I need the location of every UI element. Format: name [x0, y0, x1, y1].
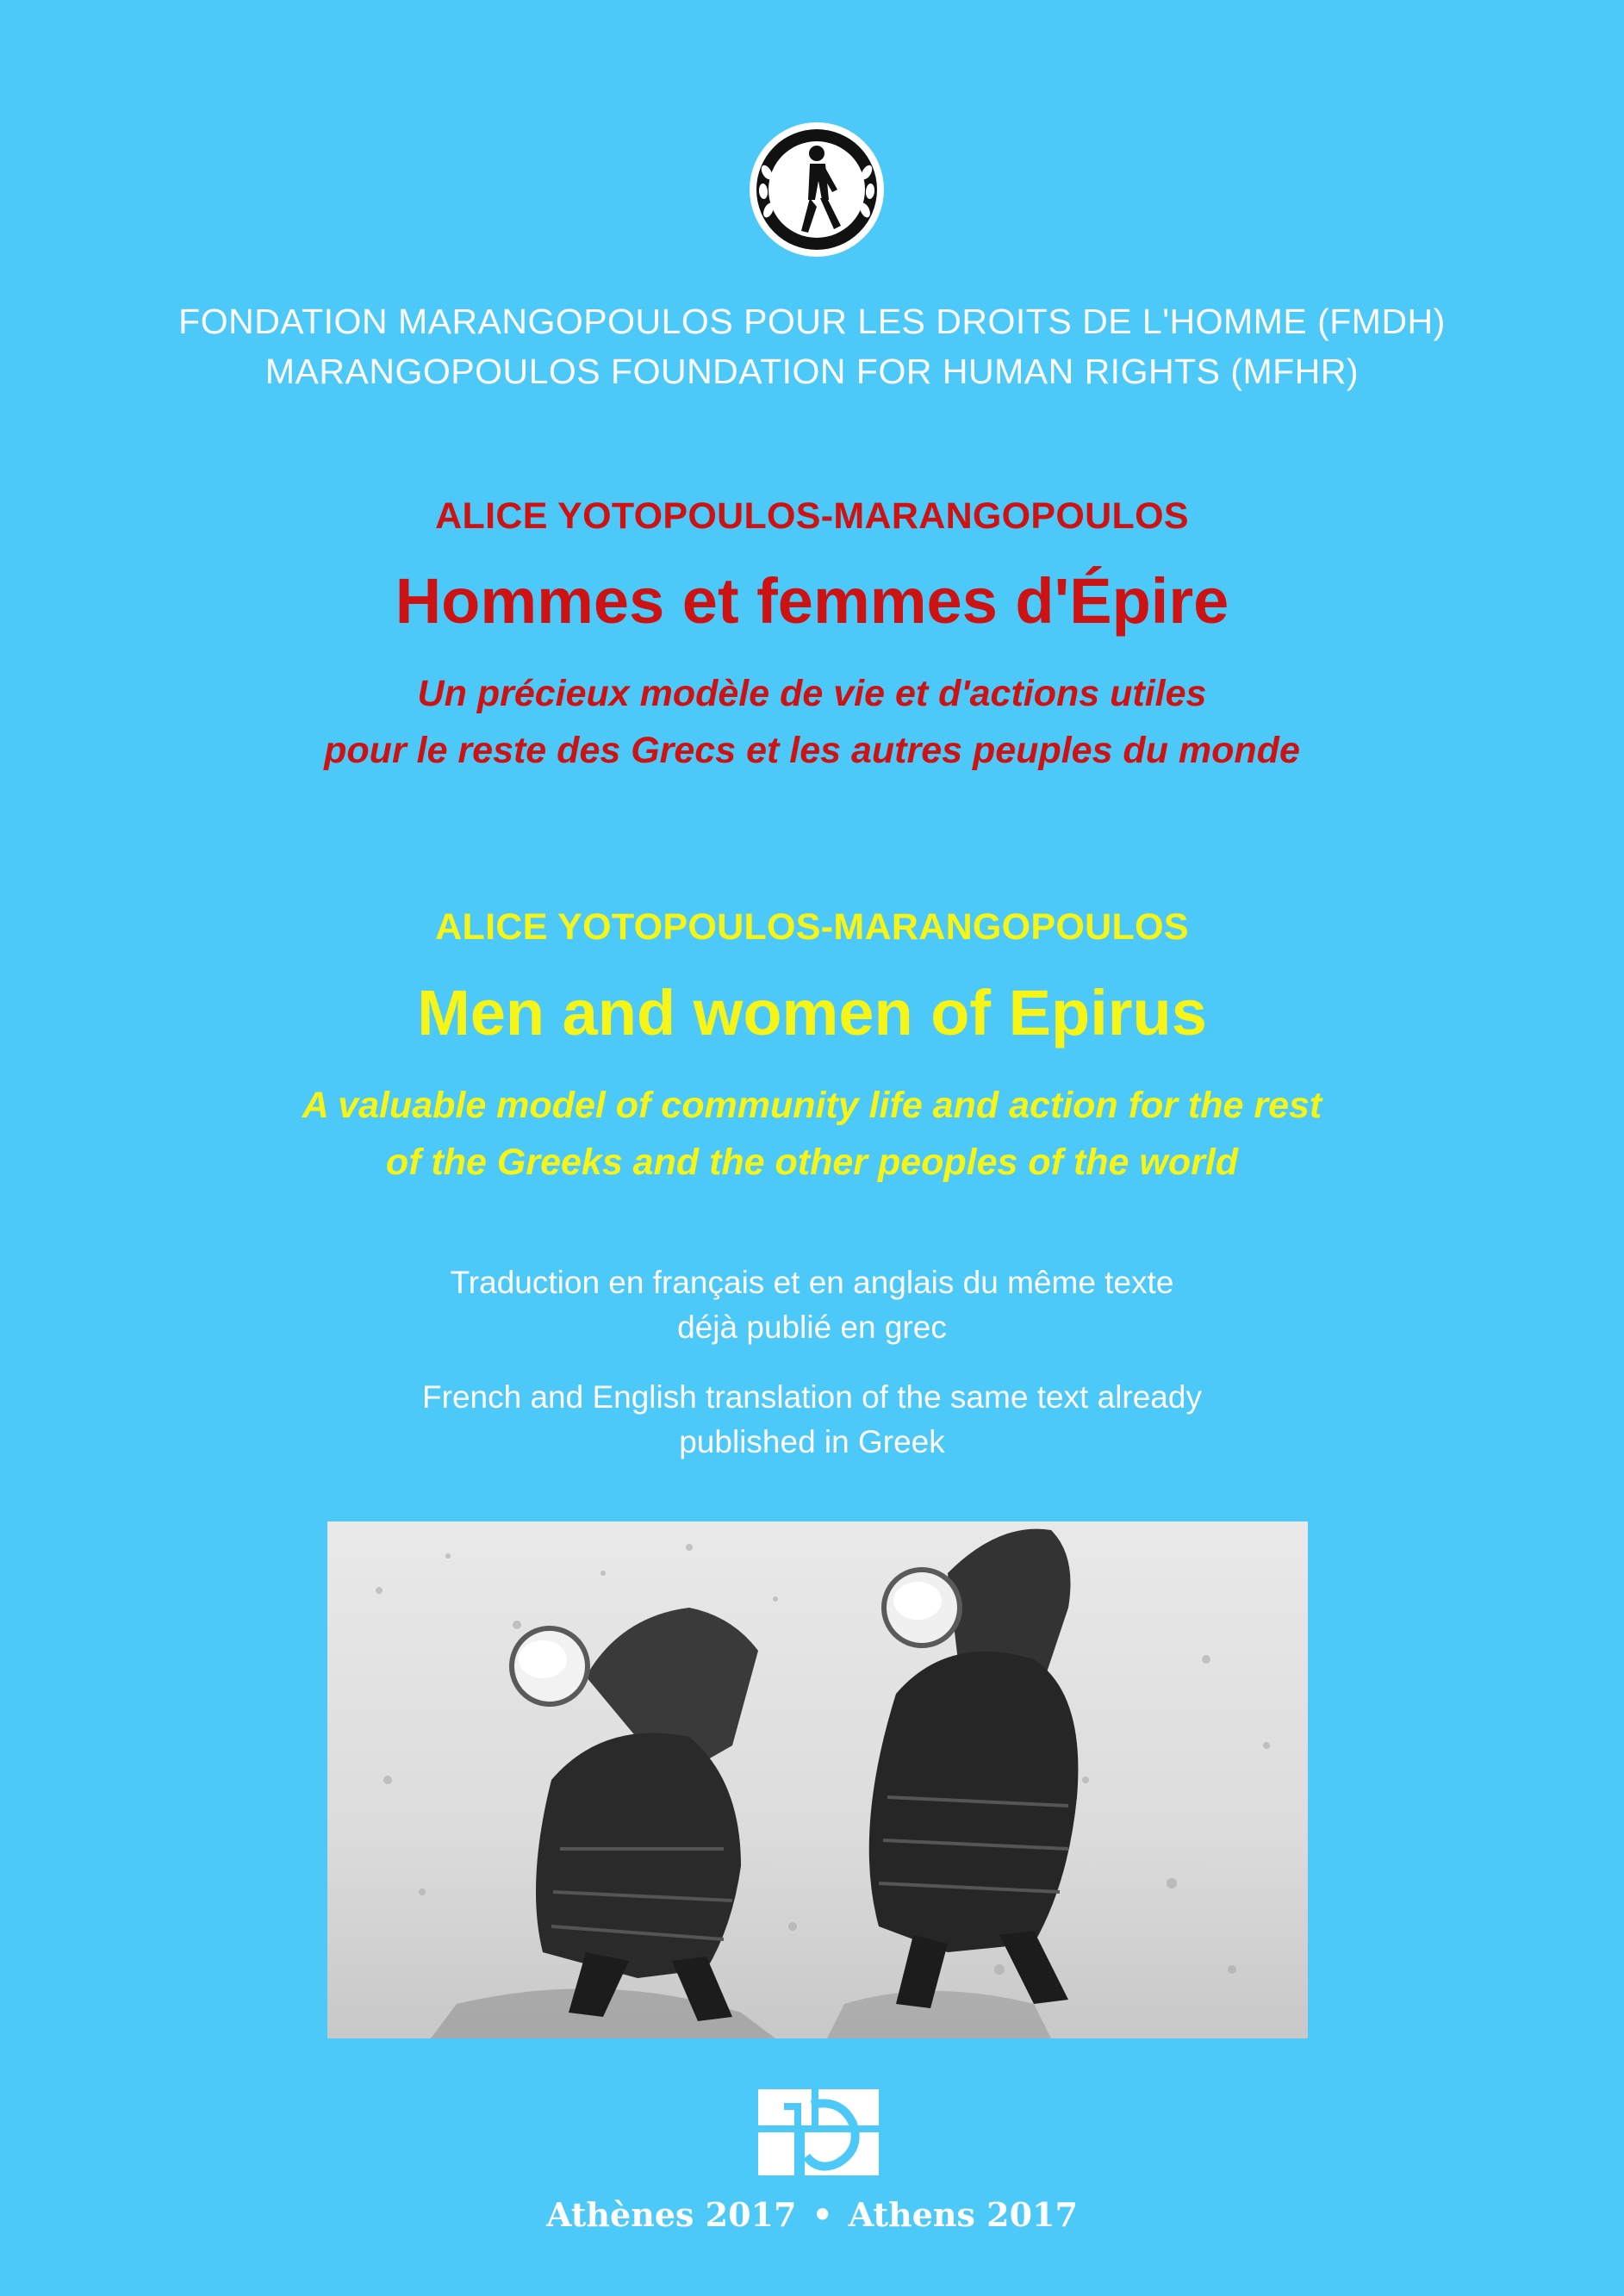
english-subtitle	[0, 1077, 1624, 1191]
place-date-fr: Athènes 2017	[546, 2195, 797, 2234]
translation-note-en	[0, 1375, 1624, 1465]
foundation-name-en: MARANGOPOULOS FOUNDATION FOR HUMAN RIGHTS (MFHR)	[264, 352, 1360, 391]
cover-photograph	[327, 1521, 1308, 2038]
publication-footer	[0, 2195, 1624, 2234]
english-subtitle-line2: of the Greeks and the other peoples of the world	[385, 1142, 1239, 1183]
english-subtitle-line1: A valuable model of community life and action for the rest	[302, 1085, 1322, 1126]
french-subtitle	[0, 665, 1624, 779]
footer-separator: •	[812, 2195, 833, 2234]
translation-note-fr	[0, 1260, 1624, 1350]
french-subtitle-line2: pour le reste des Grecs et les autres peuples du monde	[324, 730, 1300, 771]
french-subtitle-line1: Un précieux modèle de vie et d'actions utiles	[417, 673, 1207, 714]
translation-note-en-line1: French and English translation of the same text already	[422, 1379, 1202, 1415]
french-title: Hommes et femmes d'Épire	[395, 565, 1229, 637]
translation-note-fr-line2: déjà publié en grec	[677, 1310, 947, 1345]
foundation-name-fr: FONDATION MARANGOPOULOS POUR LES DROITS DE L'HOMME (FMDH)	[178, 302, 1446, 341]
publisher-logo-icon	[758, 2089, 879, 2175]
translation-note-fr-line1: Traduction en français et en anglais du même texte	[450, 1265, 1174, 1300]
translation-note-en-line2: published in Greek	[679, 1424, 945, 1459]
english-title: Men and women of Epirus	[417, 977, 1207, 1048]
english-author: ALICE YOTOPOULOS-MARANGOPOULOS	[435, 906, 1189, 948]
french-author: ALICE YOTOPOULOS-MARANGOPOULOS	[435, 495, 1189, 537]
foundation-name	[0, 296, 1624, 396]
place-date-en: Athens 2017	[848, 2195, 1078, 2234]
foundation-logo-icon	[748, 121, 886, 258]
